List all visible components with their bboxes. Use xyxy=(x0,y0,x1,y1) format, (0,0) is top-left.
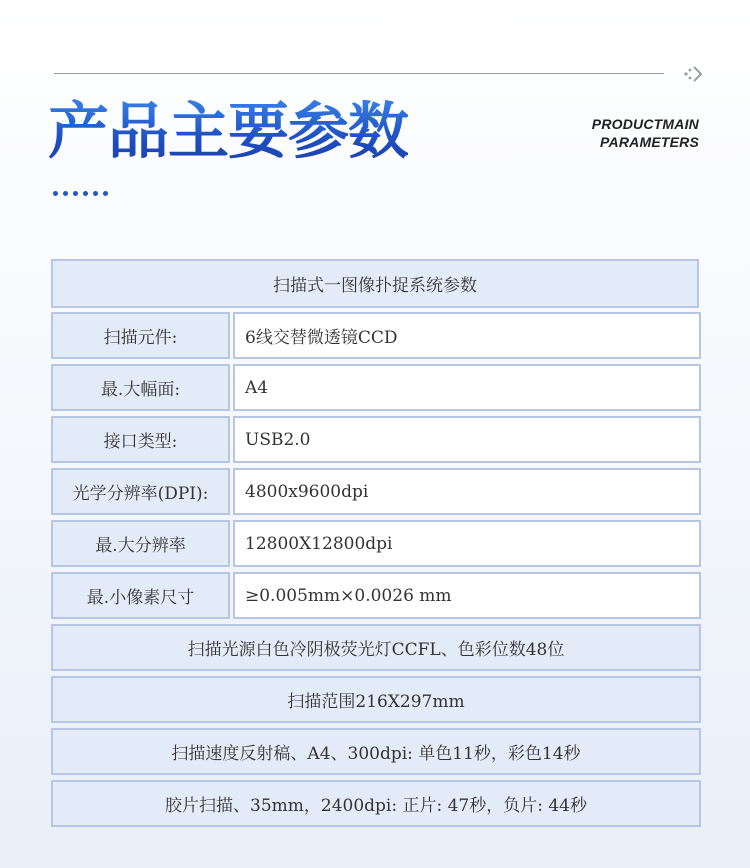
note-text: 胶片扫描、35mm，2400dpi: 正片: 47秒，负片: 44秒 xyxy=(51,780,701,827)
row-label: 接口类型: xyxy=(51,416,230,463)
row-value: 6线交替微透镜CCD xyxy=(233,312,701,359)
row-value: 4800x9600dpi xyxy=(233,468,701,515)
dot-icon xyxy=(93,191,98,196)
page-subtitle xyxy=(592,115,699,151)
dot-icon xyxy=(63,191,68,196)
header-divider-line xyxy=(54,73,664,74)
row-value: 12800X12800dpi xyxy=(233,520,701,567)
row-label: 最.大幅面: xyxy=(51,364,230,411)
dot-icon xyxy=(83,191,88,196)
row-label: 扫描元件: xyxy=(51,312,230,359)
row-label: 最.大分辨率 xyxy=(51,520,230,567)
decorative-dots xyxy=(53,191,108,196)
row-label: 光学分辨率(DPI): xyxy=(51,468,230,515)
subtitle-line-2: PARAMETERS xyxy=(600,134,699,150)
row-value: A4 xyxy=(233,364,701,411)
row-label: 最.小像素尺寸 xyxy=(51,572,230,619)
note-text: 扫描范围216X297mm xyxy=(51,676,701,723)
dot-icon xyxy=(103,191,108,196)
row-value: USB2.0 xyxy=(233,416,701,463)
dot-icon xyxy=(73,191,78,196)
chevron-right-icon xyxy=(682,63,704,85)
row-value: ≥0.005mm×0.0026 mm xyxy=(233,572,701,619)
subtitle-line-1: PRODUCTMAIN xyxy=(591,116,699,132)
page-title: 产品主要参数 xyxy=(48,96,409,167)
table-heading: 扫描式一图像扑捉系统参数 xyxy=(51,259,699,308)
dot-icon xyxy=(53,191,58,196)
note-text: 扫描速度反射稿、A4、300dpi: 单色11秒，彩色14秒 xyxy=(51,728,701,775)
note-text: 扫描光源白色冷阴极荧光灯CCFL、色彩位数48位 xyxy=(51,624,701,671)
